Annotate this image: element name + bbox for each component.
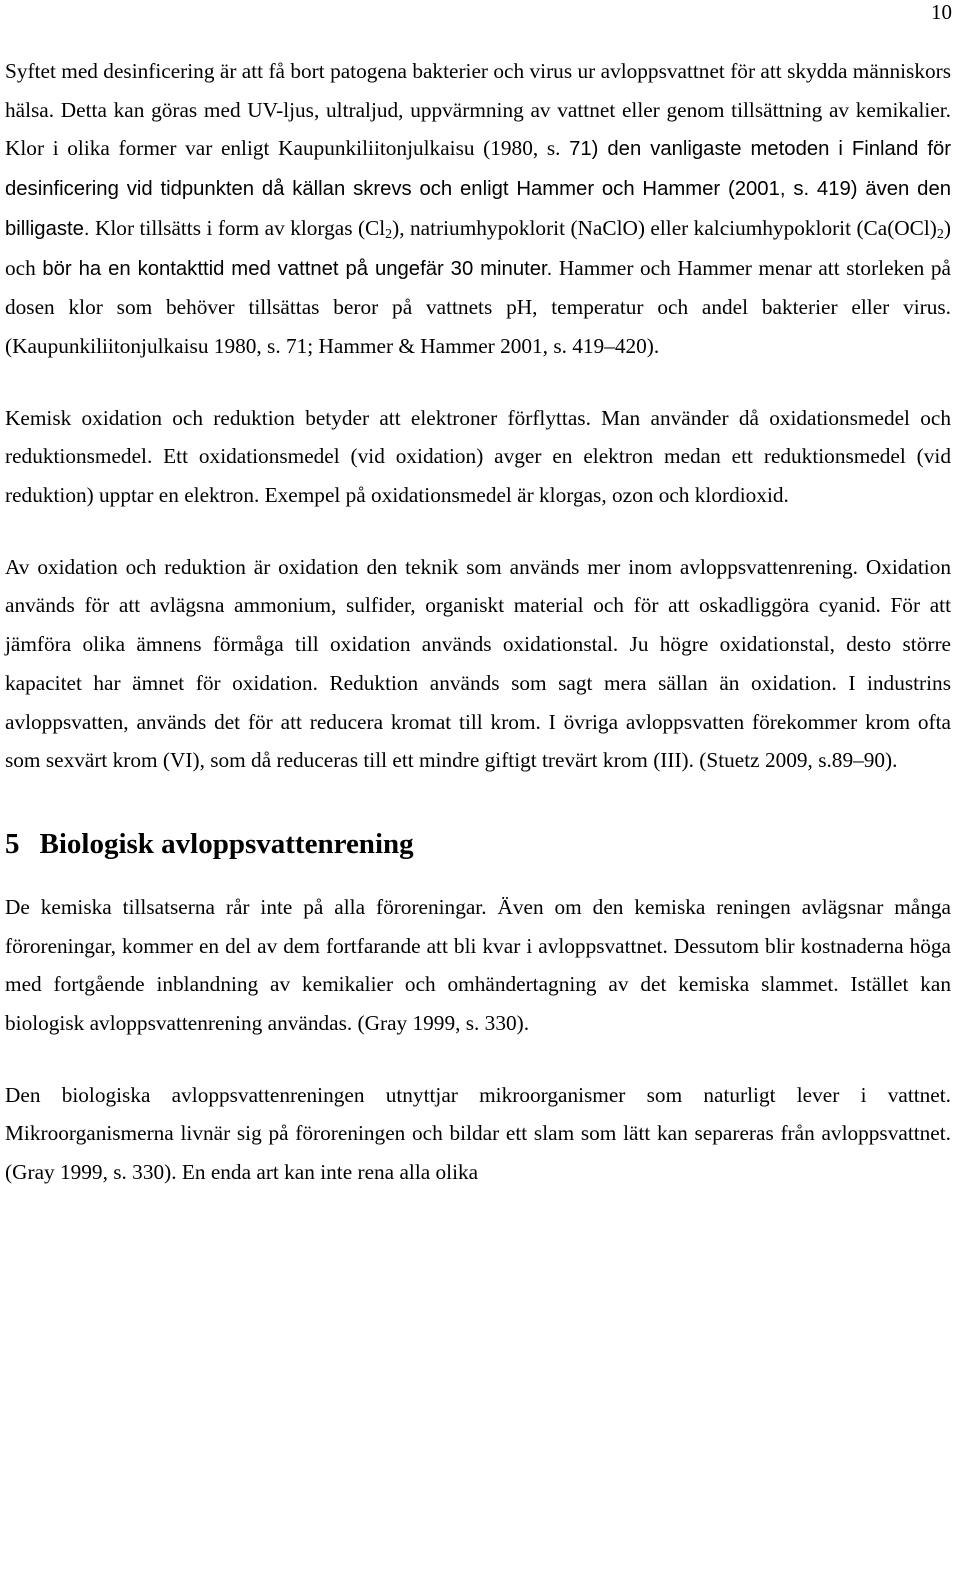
paragraph-text-sans: 71) den vanligaste metoden i Finland för desinficering vid tidpunkten då källan skrevs och enligt Hammer och Hammer (2001, s. 419) även den billigaste. (5, 138, 952, 240)
page-number: 10 (931, 0, 952, 24)
chemical-subscript: 2 (936, 226, 944, 242)
paragraph-oxidation-reduction: Kemisk oxidation och reduktion betyder att elektroner förflyttas. Man använder då oxidationsmedel och reduktionsmedel. Ett oxidationsmedel (vid oxidation) avger en elektron medan ett reduktionsmedel (vid reduktion) upptar en elektron. Exempel på oxidationsmedel är klorgas, ozon och klordioxid. (5, 405, 951, 508)
paragraph-text: Klor tillsätts i form av klorgas (Cl (89, 215, 386, 240)
paragraph-text: ), natriumhypoklorit (NaClO) eller kalciumhypoklorit (Ca(OCl) (392, 215, 937, 240)
document-body (5, 52, 951, 1192)
paragraph-chemical-limits: De kemiska tillsatserna rår inte på alla föroreningar. Även om den kemiska reningen avlägsnar många föroreningar, kommer en del av dem fortfarande att bli kvar i avloppsvattnet. Dessutom blir kostnaderna höga med fortgående inblandning av kemikalier och omhändertagning av det kemiska slammet. Istället kan biologisk avloppsvattenrening användas. (Gray 1999, s. 330). (5, 894, 951, 1036)
section-number: 5 (5, 827, 20, 860)
paragraph-text: ) och (5, 215, 951, 280)
chemical-subscript: 2 (385, 226, 393, 242)
paragraph-disinfection (5, 52, 951, 366)
paragraph-text: Syftet med desinficering är att få bort patogena bakterier och virus ur avloppsvattnet för att skydda människors hälsa. Detta kan göras med UV-ljus, ultraljud, uppvärmning av vattnet eller genom tillsättning av kemikalier. Klor i olika former var enligt Kaupunkiliitonjulkaisu (1980, s. (5, 59, 951, 161)
paragraph-biological-treatment: Den biologiska avloppsvattenreningen utnyttjar mikroorganismer som naturligt lever i vattnet. Mikroorganismerna livnär sig på föroreningen och bildar ett slam som lätt kan separeras från avloppsvattnet. (Gray 1999, s. 330). En enda art kan inte rena alla olika (5, 1082, 951, 1185)
paragraph-text-sans: bör ha en kontakttid med vattnet på ungefär 30 minuter. (42, 257, 553, 280)
paragraph-oxidation-usage: Av oxidation och reduktion är oxidation den teknik som används mer inom avloppsvattenrening. Oxidation används för att avlägsna ammonium, sulfider, organiskt material och för att oskadliggöra cyanid. För att jämföra olika ämnens förmåga till oxidation används oxidationstal. Ju högre oxidationstal, desto större kapacitet har ämnet för oxidation. Reduktion används som sagt mera sällan än oxidation. I industrins avloppsvatten, används det för att reducera kromat till krom. I övriga avloppsvatten förekommer krom ofta som sexvärt krom (VI), som då reduceras till ett mindre giftigt trevärt krom (III). (Stuetz 2009, s.89–90). (5, 554, 951, 773)
paragraph-text: Hammer och Hammer menar att storleken på dosen klor som behöver tillsättas beror på vattnets pH, temperatur och andel bakterier eller virus. (Kaupunkiliitonjulkaisu 1980, s. 71; Hammer & Hammer 2001, s. 419–420). (5, 255, 952, 358)
section-title: Biologisk avloppsvattenrening (39, 827, 414, 860)
section-heading (5, 824, 951, 864)
